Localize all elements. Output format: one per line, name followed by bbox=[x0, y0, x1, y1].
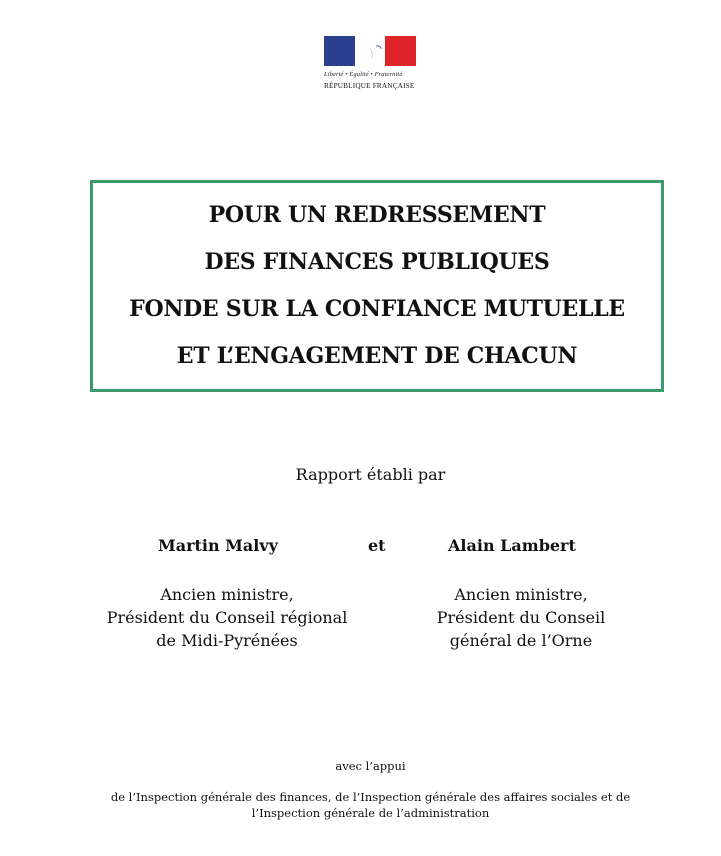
inspections-line-2: l’Inspection générale de l’administration bbox=[251, 806, 490, 820]
title-line-1: POUR UN REDRESSEMENT bbox=[208, 202, 546, 228]
inspections-line-1: de l’Inspection générale des finances, de l’Inspection générale des affaires sociales et de bbox=[110, 790, 631, 804]
author-right-desc-line-1: Ancien ministre, bbox=[454, 585, 588, 604]
author-left-name: Martin Malvy bbox=[158, 536, 278, 555]
report-title-box bbox=[90, 180, 664, 392]
marianne-logo bbox=[324, 36, 420, 90]
republic-motto: Liberté • Égalité • Fraternité bbox=[324, 71, 403, 78]
marianne-profile-icon bbox=[324, 36, 416, 66]
title-line-4: ET L’ENGAGEMENT DE CHACUN bbox=[176, 343, 578, 369]
rapport-etabli-par: Rapport établi par bbox=[295, 465, 446, 484]
author-left-desc-line-2: Président du Conseil régional bbox=[106, 608, 348, 627]
author-left-desc-line-1: Ancien ministre, bbox=[160, 585, 294, 604]
tricolor-flag-icon bbox=[324, 36, 416, 66]
author-right-desc-line-2: Président du Conseil bbox=[436, 608, 606, 627]
author-right-desc-line-3: général de l’Orne bbox=[449, 631, 593, 650]
author-right-description bbox=[410, 583, 632, 652]
author-conjunction: et bbox=[368, 536, 386, 555]
author-left-description bbox=[92, 583, 362, 652]
inspections-credit bbox=[0, 789, 721, 821]
avec-appui: avec l’appui bbox=[335, 759, 406, 773]
republique-francaise-label: RÉPUBLIQUE FRANÇAISE bbox=[324, 82, 415, 90]
title-line-2: DES FINANCES PUBLIQUES bbox=[204, 249, 550, 275]
author-right-name: Alain Lambert bbox=[448, 536, 576, 555]
author-left-desc-line-3: de Midi-Pyrénées bbox=[156, 631, 298, 650]
title-line-3: FONDE SUR LA CONFIANCE MUTUELLE bbox=[129, 296, 625, 322]
